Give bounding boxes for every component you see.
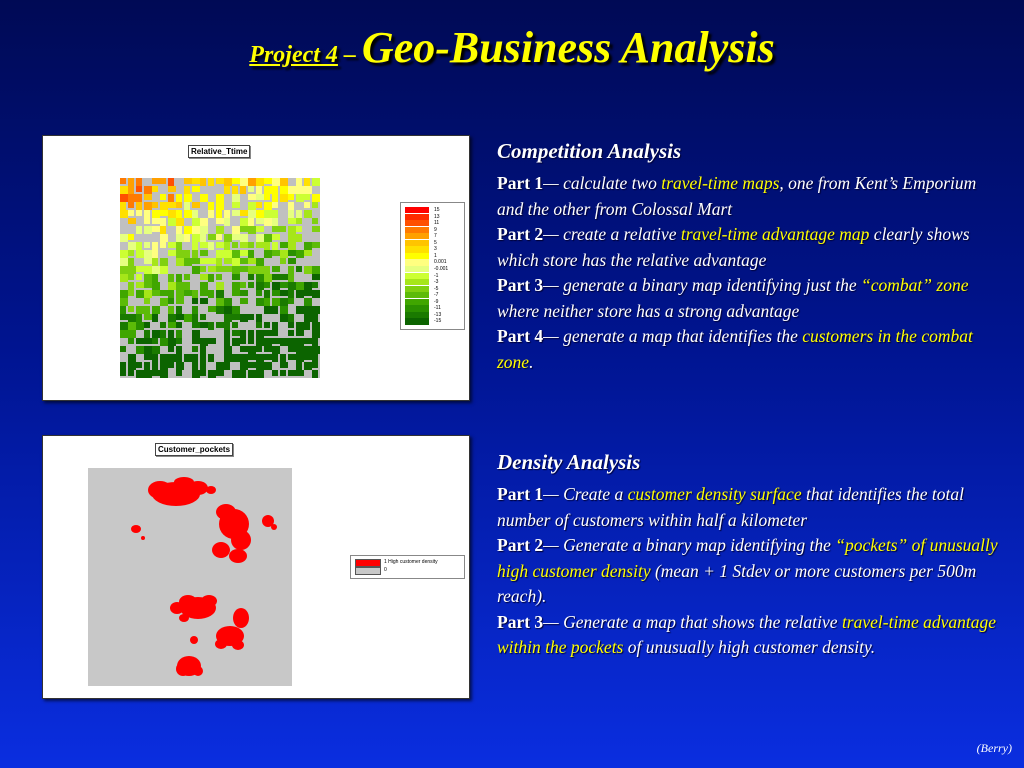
customer-pockets-map-panel [42, 435, 470, 699]
legend-label: 3 [434, 246, 437, 253]
body-text: clearly shows which store has the relative advantage [497, 224, 970, 270]
legend-swatch [405, 207, 429, 213]
highlight-text: “pockets” of unusually high customer density [497, 535, 998, 581]
competition-part-3 [497, 273, 1002, 324]
legend-swatch [405, 305, 429, 311]
legend-label: 9 [434, 226, 437, 233]
competition-part-4 [497, 324, 1002, 375]
density-parts [497, 482, 1002, 661]
legend-label: 1 [434, 252, 437, 259]
credit-label: (Berry) [976, 741, 1012, 755]
customer-pockets-map-image [88, 468, 292, 686]
legend-swatch [405, 253, 429, 259]
legend-swatch [405, 273, 429, 279]
legend-label: 0.001 [434, 259, 447, 266]
body-text: (mean + 1 Stdev or more customers per 500m reach). [497, 560, 977, 606]
legend-label: 11 [434, 220, 440, 227]
highlight-text: travel-time advantage within the pockets [497, 611, 996, 657]
body-text: . [529, 351, 534, 372]
body-text: where neither store has a strong advantage [497, 300, 800, 321]
legend-label: -3 [434, 279, 439, 286]
legend-label: -7 [434, 292, 439, 299]
title-dash: – [337, 42, 362, 68]
legend-swatch [405, 279, 429, 285]
legend-label: -1 [434, 272, 439, 279]
title-prefix: Project 4 [249, 42, 338, 68]
density-part-3 [497, 610, 1002, 661]
legend-swatch [405, 259, 429, 265]
density-heading: Density Analysis [497, 450, 641, 474]
body-text: — Create a [543, 484, 628, 504]
legend-swatch [405, 318, 429, 324]
legend-swatch-high [355, 559, 381, 567]
legend-label: 7 [434, 233, 437, 240]
part-label: Part 1 [497, 484, 544, 504]
body-text: that identifies the total number of customers within half a kilometer [497, 484, 964, 530]
legend-swatch [405, 240, 429, 246]
part-label: Part 1 [497, 173, 544, 193]
density-analysis-block [497, 448, 1002, 661]
part-label: Part 4 [497, 326, 544, 346]
density-part-1 [497, 482, 1002, 533]
highlight-text: travel-time advantage map [680, 224, 870, 244]
body-text: — Generate a map that shows the relative [543, 611, 842, 632]
map-caption: Customer_pockets [155, 443, 233, 456]
competition-analysis-block [497, 137, 1002, 375]
legend-label-high: 1 High customer density [384, 559, 438, 565]
relative-ttime-map-panel [42, 135, 470, 401]
legend-swatch [405, 227, 429, 233]
title-main: Geo-Business Analysis [361, 23, 775, 72]
highlight-text: travel-time maps [661, 173, 780, 193]
legend-swatch [405, 233, 429, 239]
legend-swatch [405, 214, 429, 220]
body-text: , one from Kent’s Emporium and the other from Colossal Mart [497, 173, 977, 219]
relative-ttime-map-image [120, 178, 320, 378]
legend-swatch [405, 312, 429, 318]
part-label: Part 3 [497, 275, 544, 295]
legend-swatch [405, 292, 429, 298]
legend-swatch-low [355, 567, 381, 575]
highlight-text: customer density surface [627, 484, 802, 504]
legend-label: -9 [434, 298, 439, 305]
body-text: — generate a map that identifies the [543, 326, 803, 346]
competition-part-1 [497, 171, 1002, 222]
legend-label: -0.001 [434, 266, 449, 272]
pockets-legend [350, 555, 465, 579]
density-part-2 [497, 533, 1002, 610]
legend-label-low: 0 [384, 567, 387, 573]
legend-swatch [405, 299, 429, 305]
legend-label: -15 [434, 318, 442, 325]
part-label: Part 2 [497, 535, 544, 555]
competition-heading: Competition Analysis [497, 139, 682, 163]
ttime-legend [400, 202, 465, 330]
competition-parts [497, 171, 1002, 375]
legend-label: -5 [434, 285, 439, 292]
highlight-text: customers in the combat zone [497, 326, 973, 372]
body-text: — calculate two [543, 173, 662, 193]
part-label: Part 2 [497, 224, 544, 244]
legend-swatch [405, 246, 429, 252]
competition-part-2 [497, 222, 1002, 273]
legend-label: 13 [434, 213, 440, 220]
highlight-text: “combat” zone [861, 275, 969, 295]
legend-label: 15 [434, 207, 440, 213]
body-text: — create a relative [543, 224, 681, 244]
legend-swatch [405, 220, 429, 226]
part-label: Part 3 [497, 611, 544, 632]
body-text: of unusually high customer density. [623, 637, 876, 657]
legend-swatch [405, 266, 429, 272]
body-text: — Generate a binary map identifying the [543, 535, 836, 555]
legend-label: -13 [434, 311, 442, 318]
slide-title [0, 22, 1024, 73]
map-caption: Relative_Ttime [188, 145, 250, 158]
legend-label: 5 [434, 239, 437, 246]
body-text: — generate a binary map identifying just the [543, 275, 862, 295]
legend-swatch [405, 286, 429, 292]
legend-label: -11 [434, 305, 441, 312]
